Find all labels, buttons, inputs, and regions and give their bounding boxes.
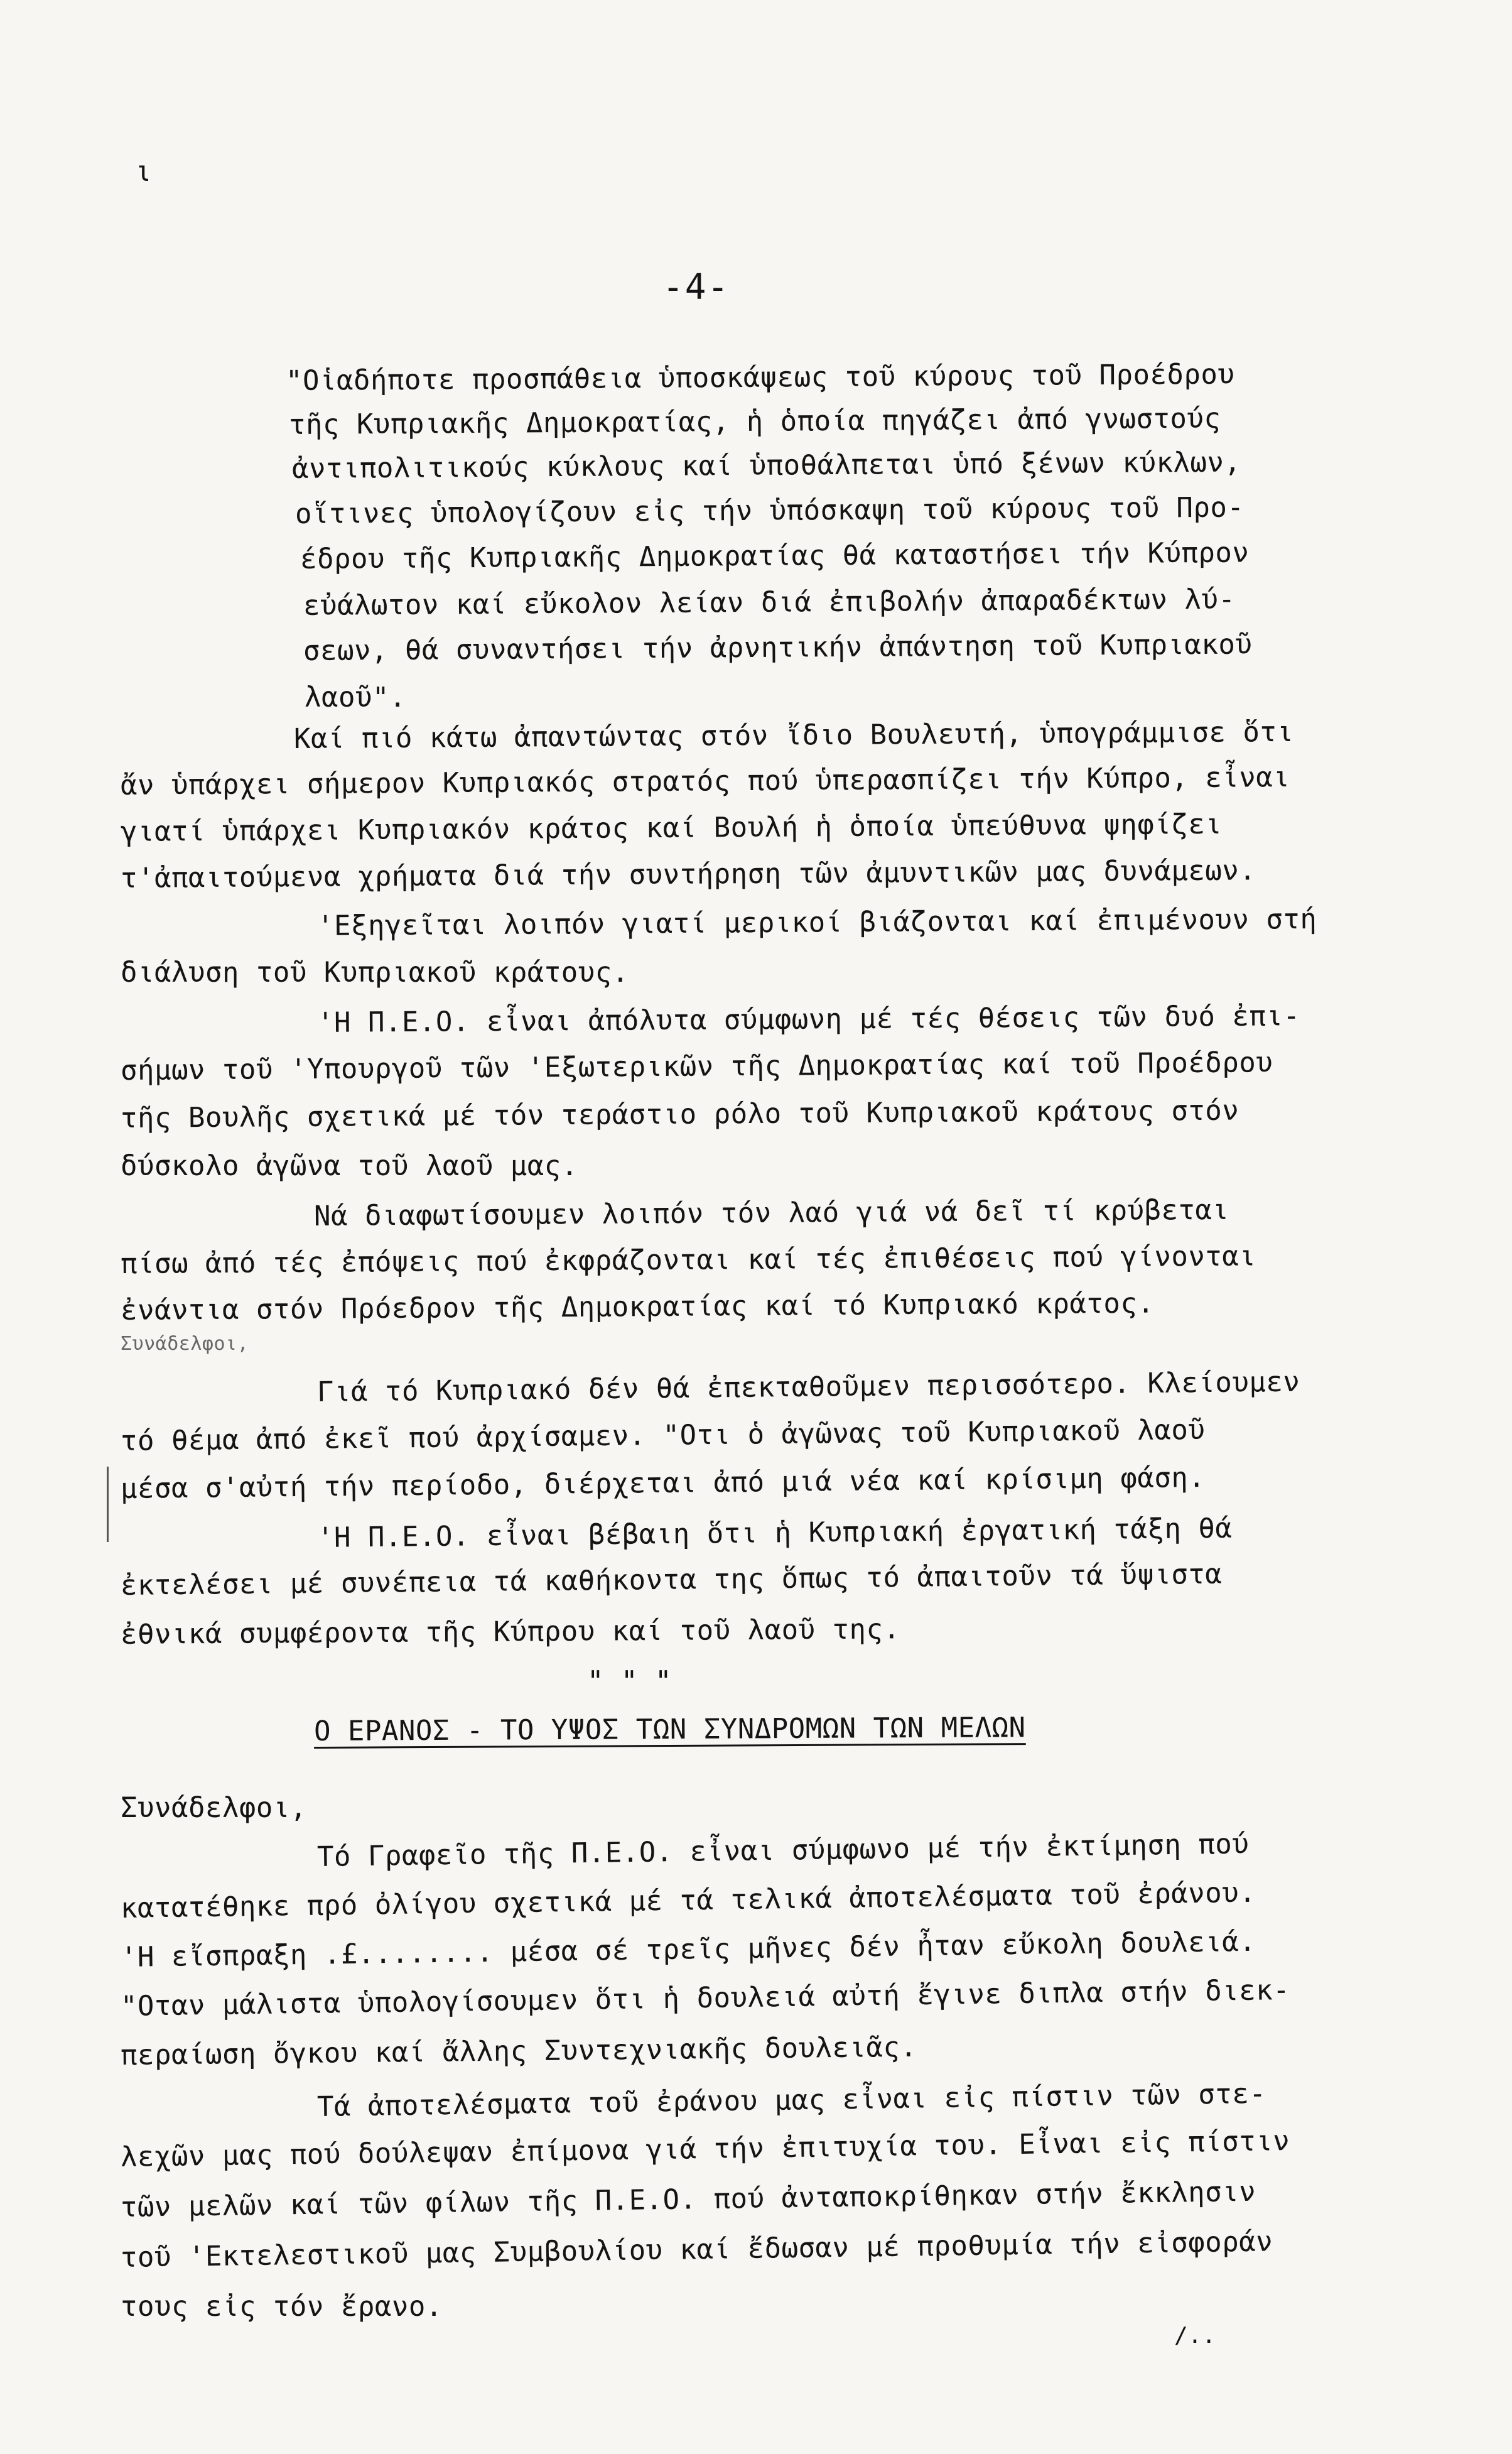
text-line: ἐνάντια στόν Πρόεδρον τῆς Δημοκρατίας καί τό Κυπριακό κράτος. <box>120 1287 1155 1327</box>
continuation-mark: /.. <box>1174 2323 1216 2348</box>
text-line: κατατέθηκε πρό ὀλίγου σχετικά μέ τά τελικά ἀποτελέσματα τοῦ ἐράνου. <box>120 1876 1256 1925</box>
text-line: 'Εξηγεῖται λοιπόν γιατί μερικοί βιάζονται καί ἐπιμένουν στή <box>316 903 1317 942</box>
section-heading: Ο ΕΡΑΝΟΣ - ΤΟ ΥΨΟΣ ΤΩΝ ΣΥΝΔΡΟΜΩΝ ΤΩΝ ΜΕΛΩΝ <box>313 1712 1026 1747</box>
text-line: 'Η εἴσπραξη .£........ μέσα σέ τρεῖς μῆνες δέν ἦταν εὔκολη δουλειά. <box>120 1925 1256 1974</box>
text-line: ἐθνικά συμφέροντα τῆς Κύπρου καί τοῦ λαοῦ της. <box>120 1613 900 1651</box>
text-line: Γιά τό Κυπριακό δέν θά ἐπεκταθοῦμεν περισσότερο. Κλείουμεν <box>316 1365 1300 1408</box>
text-line: γιατί ὑπάρχει Κυπριακόν κράτος καί Βουλή ἡ ὁποία ὑπεύθυνα ψηφίζει <box>120 808 1223 848</box>
text-line: διάλυση τοῦ Κυπριακοῦ κράτους. <box>121 957 629 989</box>
text-line: περαίωση ὄγκου καί ἄλλης Συντεχνιακῆς δουλειᾶς. <box>120 2031 917 2071</box>
stray-mark: ι <box>135 156 152 188</box>
text-line: λεχῶν μας πού δούλεψαν ἐπίμονα γιά τήν ἐπιτυχία του. Εἶναι εἰς πίστιν <box>120 2125 1290 2173</box>
separator-marks: " " " <box>587 1665 672 1697</box>
text-line: έδρου τῆς Κυπριακῆς Δημοκρατίας θά καταστήσει τήν Κύπρον <box>300 536 1250 575</box>
text-line: 'Η Π.Ε.Ο. εἶναι ἀπόλυτα σύμφωνη μέ τές θέσεις τῶν δυό ἐπι- <box>316 1000 1300 1039</box>
text-line: πίσω ἀπό τές ἐπόψεις πού ἐκφράζονται καί τές ἐπιθέσεις πού γίνονται <box>120 1240 1256 1280</box>
text-line: τῶν μελῶν καί τῶν φίλων τῆς Π.Ε.Ο. πού ἀνταποκρίθηκαν στήν ἔκκλησιν <box>120 2175 1256 2223</box>
text-line: Συνάδελφοι, <box>121 1792 307 1824</box>
text-line: τό θέμα ἀπό ἐκεῖ πού ἀρχίσαμεν. "Οτι ὁ ἀγῶνας τοῦ Κυπριακοῦ λαοῦ <box>120 1413 1206 1457</box>
text-line: τ'ἀπαιτούμενα χρήματα διά τήν συντήρηση τῶν ἀμυντικῶν μας δυνάμεων. <box>120 854 1256 894</box>
text-line: λαοῦ". <box>305 681 406 714</box>
text-line: τῆς Κυπριακῆς Δημοκρατίας, ἡ ὁποία πηγάζει ἀπό γνωστούς <box>288 402 1221 441</box>
text-line: 'Η Π.Ε.Ο. εἶναι βέβαιη ὅτι ἡ Κυπριακή ἐργατική τάξη θά <box>316 1512 1233 1554</box>
text-line: σήμων τοῦ 'Υπουργοῦ τῶν 'Εξωτερικῶν τῆς Δημοκρατίας καί τοῦ Προέδρου <box>120 1046 1273 1087</box>
text-line: ἄν ὑπάρχει σήμερον Κυπριακός στρατός πού ὑπερασπίζει τήν Κύπρο, εἶναι <box>120 761 1290 801</box>
margin-bar <box>107 1467 109 1542</box>
text-line: εὐάλωτον καί εὔκολον λείαν διά ἐπιβολήν ἀπαραδέκτων λύ- <box>303 583 1236 622</box>
text-line: ἐκτελέσει μέ συνέπεια τά καθήκοντα της ὅπως τό ἀπαιτοῦν τά ὕψιστα <box>120 1558 1223 1602</box>
text-line: Καί πιό κάτω ἀπαντώντας στόν ἴδιο Βουλευτή, ὑπογράμμισε ὅτι <box>293 715 1294 755</box>
text-line: Τά ἀποτελέσματα τοῦ ἐράνου μας εἶναι εἰς πίστιν τῶν στε- <box>316 2077 1266 2123</box>
text-line: δύσκολο ἀγῶνα τοῦ λαοῦ μας. <box>121 1150 578 1182</box>
text-line: ἀντιπολιτικούς κύκλους καί ὑποθάλπεται ὑπό ξένων κύκλων, <box>291 446 1241 485</box>
text-line: τους εἰς τόν ἔρανο. <box>121 2291 443 2323</box>
text-line: Τό Γραφεῖο τῆς Π.Ε.Ο. εἶναι σύμφωνο μέ τήν ἐκτίμηση πού <box>316 1828 1250 1873</box>
text-line: τοῦ 'Εκτελεστικοῦ μας Συμβουλίου καί ἔδωσαν μέ προθυμία τήν εἰσφοράν <box>120 2225 1273 2274</box>
text-line: "Οταν μάλιστα ὑπολογίσουμεν ὅτι ἡ δουλειά αὐτή ἔγινε διπλα στήν διεκ- <box>120 1974 1290 2022</box>
text-line: τῆς Βουλῆς σχετικά μέ τόν τεράστιο ρόλο τοῦ Κυπριακοῦ κράτους στόν <box>120 1094 1239 1134</box>
text-line: μέσα σ'αὐτή τήν περίοδο, διέρχεται ἀπό μιά νέα καί κρίσιμη φάση. <box>120 1461 1206 1505</box>
text-line: οἵτινες ὑπολογίζουν εἰς τήν ὑπόσκαψη τοῦ κύρους τοῦ Προ- <box>294 491 1245 530</box>
text-line: Νά διαφωτίσουμεν λοιπόν τόν λαό γιά νά δεῖ τί κρύβεται <box>313 1193 1229 1232</box>
text-line: "Οἱαδήποτε προσπάθεια ὑποσκάψεως τοῦ κύρους τοῦ Προέδρου <box>285 358 1235 397</box>
page-number: -4- <box>662 267 730 308</box>
text-line: σεων, θά συναντήσει τήν ἀρνητικήν ἀπάντηση τοῦ Κυπριακοῦ <box>303 628 1253 667</box>
text-line: Συνάδελφοι, <box>121 1333 249 1355</box>
